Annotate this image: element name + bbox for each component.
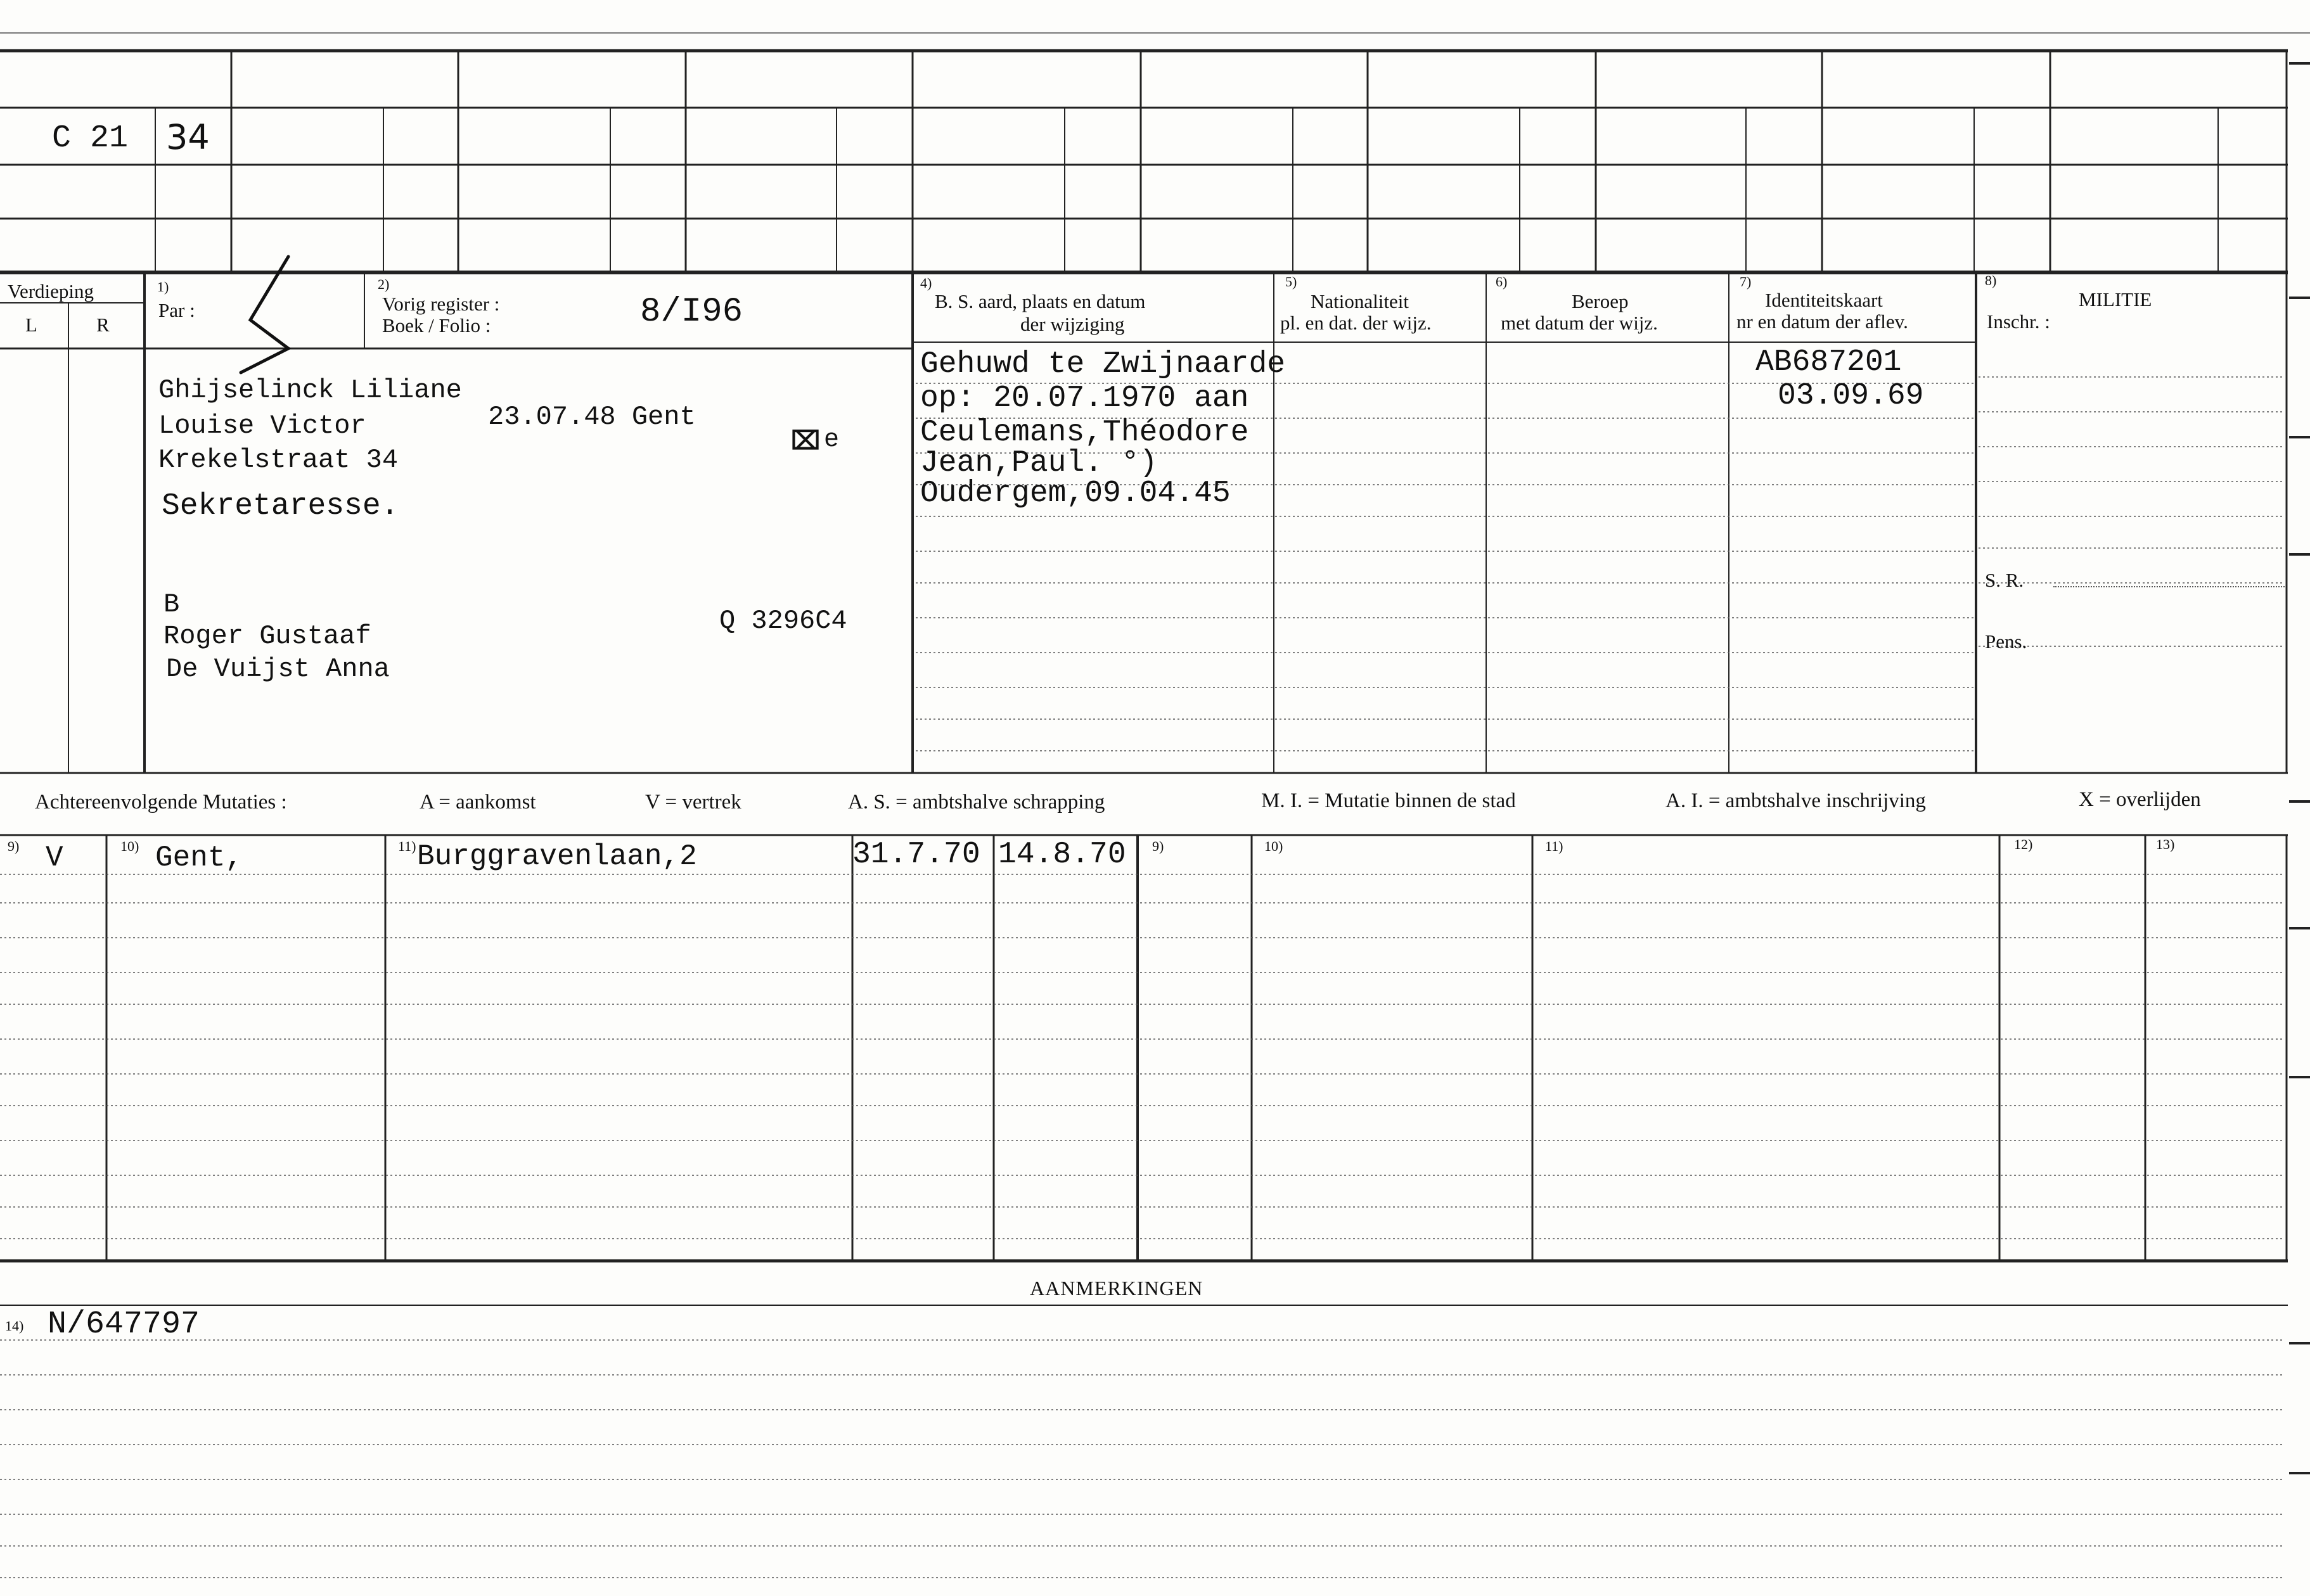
mut-col-11-right: 11) bbox=[1545, 838, 1563, 854]
militie-header: MILITIE bbox=[2079, 288, 2152, 310]
bs-header-line2: der wijziging bbox=[1020, 313, 1125, 335]
person-name-line2: Louise Victor bbox=[158, 411, 366, 441]
verdieping-label: Verdieping bbox=[8, 280, 94, 302]
aanmerkingen-title: AANMERKINGEN bbox=[1030, 1277, 1203, 1299]
floor-l-label: L bbox=[25, 314, 37, 336]
bs-entry-2: op: 20.07.1970 aan bbox=[920, 381, 1249, 416]
father-name: Roger Gustaaf bbox=[164, 621, 371, 651]
mutation-type: V bbox=[46, 841, 63, 874]
boek-folio-value: 8/I96 bbox=[640, 293, 743, 331]
mother-name: De Vuijst Anna bbox=[166, 654, 390, 684]
legend-ambtshalve-inschrijving: A. I. = ambtshalve inschrijving bbox=[1665, 789, 1926, 812]
marital-status-b: B bbox=[164, 589, 180, 620]
mut-col-12-right: 12) bbox=[2014, 836, 2033, 852]
id-card-date: 03.09.69 bbox=[1778, 379, 1924, 413]
bs-entry-3: Ceulemans,Théodore bbox=[920, 416, 1249, 450]
boek-folio-label: Boek / Folio : bbox=[382, 314, 491, 336]
militie-number: 8) bbox=[1985, 272, 1997, 288]
mutation-place: Gent, bbox=[155, 841, 243, 874]
bs-entry-5: Oudergem,09.04.45 bbox=[920, 476, 1231, 511]
mut-col-9-right: 9) bbox=[1152, 838, 1164, 854]
crossed-out-mark: ⌧ bbox=[791, 426, 821, 455]
remarks-value: N/647797 bbox=[48, 1306, 200, 1343]
vorig-register-label: Vorig register : bbox=[382, 293, 500, 315]
par-label: Par : bbox=[158, 299, 195, 321]
mut-col-10-left: 10) bbox=[120, 838, 139, 854]
vorig-number: 2) bbox=[378, 276, 390, 292]
sr-line bbox=[2053, 586, 2285, 587]
floor-r-label: R bbox=[96, 314, 110, 336]
par-number: 1) bbox=[157, 279, 169, 295]
id-card-number: AB687201 bbox=[1755, 345, 1902, 380]
identiteitskaart-subheader: nr en datum der aflev. bbox=[1736, 310, 1908, 333]
birth-date-place: 23.07.48 Gent bbox=[488, 402, 696, 432]
legend-aankomst: A = aankomst bbox=[420, 791, 536, 814]
bs-number: 4) bbox=[920, 275, 932, 291]
mut-col-13-right: 13) bbox=[2156, 836, 2175, 852]
legend-overlijden: X = overlijden bbox=[2079, 788, 2201, 811]
pens-label: Pens. bbox=[1985, 630, 2027, 653]
bs-entry-4: Jean,Paul. °) bbox=[920, 446, 1158, 480]
gender-mark: e bbox=[824, 426, 840, 454]
mutation-date-2: 14.8.70 bbox=[998, 838, 1126, 872]
mutation-date-1: 31.7.70 bbox=[852, 838, 980, 872]
id-number: 7) bbox=[1740, 274, 1752, 290]
beroep-subheader: met datum der wijz. bbox=[1501, 312, 1658, 334]
mut-col-11-left: 11) bbox=[398, 838, 416, 854]
mutation-address: Burggravenlaan,2 bbox=[417, 840, 697, 873]
q-number: Q 3296C4 bbox=[719, 606, 847, 636]
mutations-legend-title: Achtereenvolgende Mutaties : bbox=[35, 791, 287, 814]
card-code: C 21 bbox=[52, 120, 129, 156]
nat-number: 5) bbox=[1285, 274, 1297, 290]
mut-col-9-left: 9) bbox=[8, 838, 20, 854]
beroep-number: 6) bbox=[1496, 274, 1508, 290]
beroep-header: Beroep bbox=[1572, 290, 1629, 312]
person-profession: Sekretaresse. bbox=[162, 489, 399, 523]
person-address: Krekelstraat 34 bbox=[158, 445, 399, 475]
person-name-line1: Ghijselinck Liliane bbox=[158, 375, 462, 405]
nationaliteit-header: Nationaliteit bbox=[1311, 290, 1409, 312]
remarks-number: 14) bbox=[5, 1318, 24, 1334]
bs-entry-1: Gehuwd te Zwijnaarde bbox=[920, 347, 1286, 381]
legend-mutatie-binnen-stad: M. I. = Mutatie binnen de stad bbox=[1261, 789, 1516, 812]
legend-ambtshalve-schrapping: A. S. = ambtshalve schrapping bbox=[848, 791, 1105, 814]
card-number: 34 bbox=[166, 117, 210, 157]
mut-col-10-right: 10) bbox=[1264, 838, 1283, 854]
legend-vertrek: V = vertrek bbox=[645, 791, 741, 814]
bs-header-line1: B. S. aard, plaats en datum bbox=[935, 290, 1146, 312]
inschr-label: Inschr. : bbox=[1987, 310, 2050, 333]
identiteitskaart-header: Identiteitskaart bbox=[1765, 289, 1883, 311]
sr-label: S. R. bbox=[1985, 569, 2024, 591]
nationaliteit-subheader: pl. en dat. der wijz. bbox=[1280, 312, 1432, 334]
